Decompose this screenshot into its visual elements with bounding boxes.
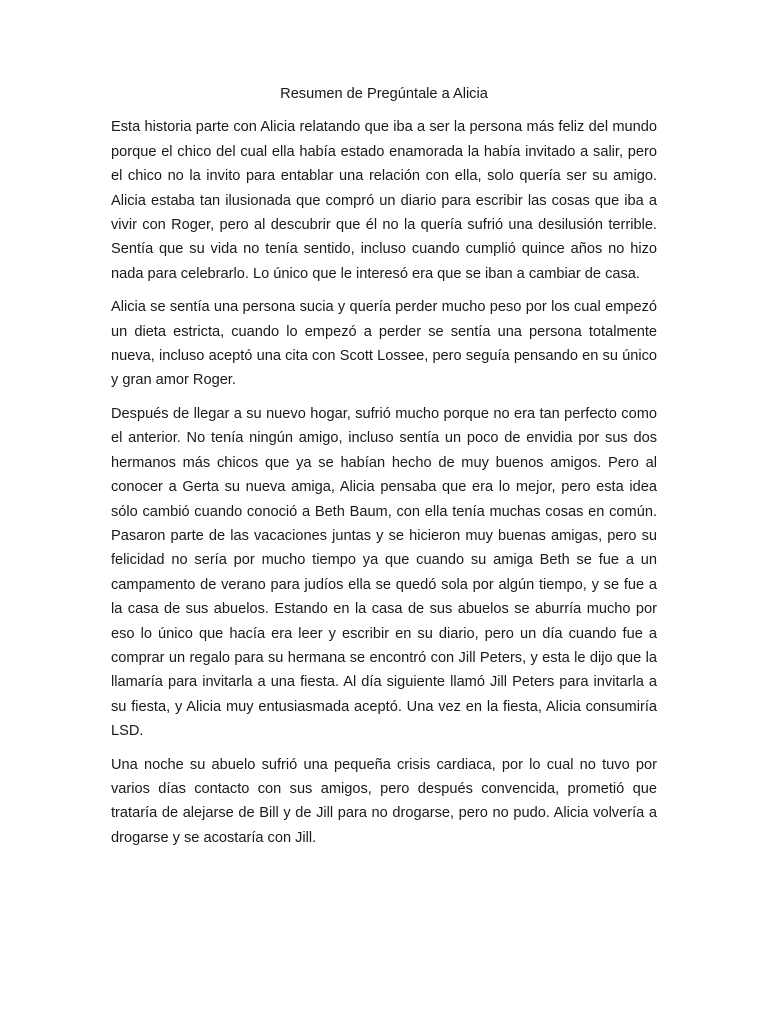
- paragraph-4: Una noche su abuelo sufrió una pequeña crisis cardiaca, por lo cual no tuvo por varios días contacto con sus amigos, pero después convencida, prometió que trataría de alejarse de Bill y de Jill para no drogarse, pero no pudo. Alicia volvería a drogarse y se acostaría con Jill.: [111, 756, 657, 846]
- paragraph-1: Esta historia parte con Alicia relatando que iba a ser la persona más feliz del mundo porque el chico del cual ella había estado enamorada la había invitado a salir, pero el chico no la invito para entablar una relación con ella, solo quería ser su amigo. Alicia estaba tan ilusionada que compró un diario para escribir las cosas que iba a vivir con Roger, pero al descubrir que él no la quería sufrió una desilusión terrible. Sentía que su vida no tenía sentido, incluso cuando cumplió quince años no hizo nada para celebrarlo. Lo único que le interesó era que se iban a cambiar de casa.: [111, 119, 657, 282]
- paragraph-2: Alicia se sentía una persona sucia y quería perder mucho peso por los cual empezó un dieta estricta, cuando lo empezó a perder se sentía una persona totalmente nueva, incluso aceptó una cita con Scott Lossee, pero seguía pensando en su único y gran amor Roger.: [111, 299, 657, 389]
- document-title: Resumen de Pregúntale a Alicia: [280, 86, 488, 102]
- paragraph-3: Después de llegar a su nuevo hogar, sufrió mucho porque no era tan perfecto como el anterior. No tenía ningún amigo, incluso sentía un poco de envidia por sus dos hermanos más chicos que ya se habían hecho de muy buenos amigos. Pero al conocer a Gerta su nueva amiga, Alicia pensaba que era lo mejor, pero esta idea sólo cambió cuando conoció a Beth Baum, con ella tenía muchas cosas en común. Pasaron parte de las vacaciones juntas y se hicieron muy buenas amigas, pero su felicidad no sería por mucho tiempo ya que cuando su amiga Beth se fue a un campamento de verano para judíos ella se quedó sola por algún tiempo, y se fue a la casa de sus abuelos. Estando en la casa de sus abuelos se aburría mucho por eso lo único que hacía era leer y escribir en su diario, pero un día cuando fue a comprar un regalo para su hermana se encontró con Jill Peters, y esta le dijo que la llamaría para invitarla a una fiesta. Al día siguiente llamó Jill Peters para invitarla a su fiesta, y Alicia muy entusiasmada aceptó. Una vez en la fiesta, Alicia consumiría LSD.: [111, 405, 657, 740]
- document-body: [111, 82, 657, 859]
